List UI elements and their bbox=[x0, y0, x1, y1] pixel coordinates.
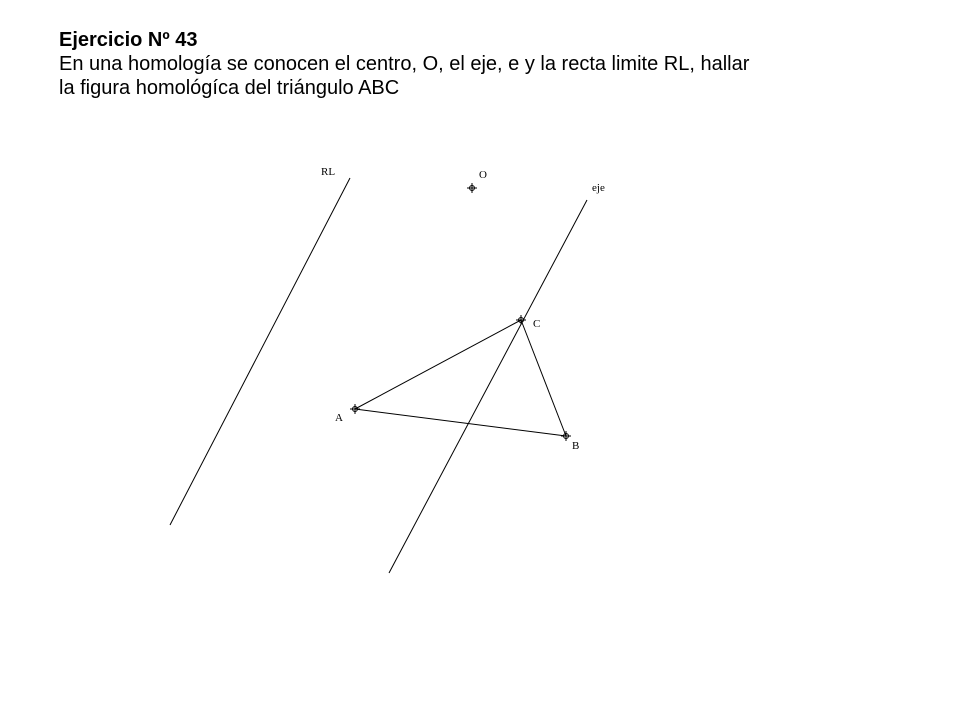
triangle-side-ca bbox=[355, 320, 521, 409]
center-point-o bbox=[467, 183, 477, 193]
triangle-side-ab bbox=[355, 409, 566, 436]
limit-line-label: RL bbox=[321, 166, 336, 178]
point-a-label: A bbox=[335, 412, 343, 424]
point-a-marker bbox=[350, 404, 360, 414]
point-b-label: B bbox=[572, 440, 580, 452]
triangle-side-cb bbox=[521, 320, 566, 436]
exercise-statement-line-2: la figura homológíca del triángulo ABC bbox=[59, 77, 400, 99]
point-b-marker bbox=[561, 431, 571, 441]
limit-line-rl bbox=[170, 178, 350, 525]
center-label: O bbox=[479, 169, 487, 181]
point-c-marker bbox=[516, 315, 526, 325]
axis-line-eje bbox=[389, 200, 587, 573]
axis-label: eje bbox=[592, 182, 605, 194]
point-c-label: C bbox=[533, 318, 541, 330]
exercise-statement-line-1: En una homología se conocen el centro, O, el eje, e y la recta limite RL, hallar bbox=[59, 53, 750, 75]
exercise-title: Ejercicio Nº 43 bbox=[59, 29, 198, 51]
